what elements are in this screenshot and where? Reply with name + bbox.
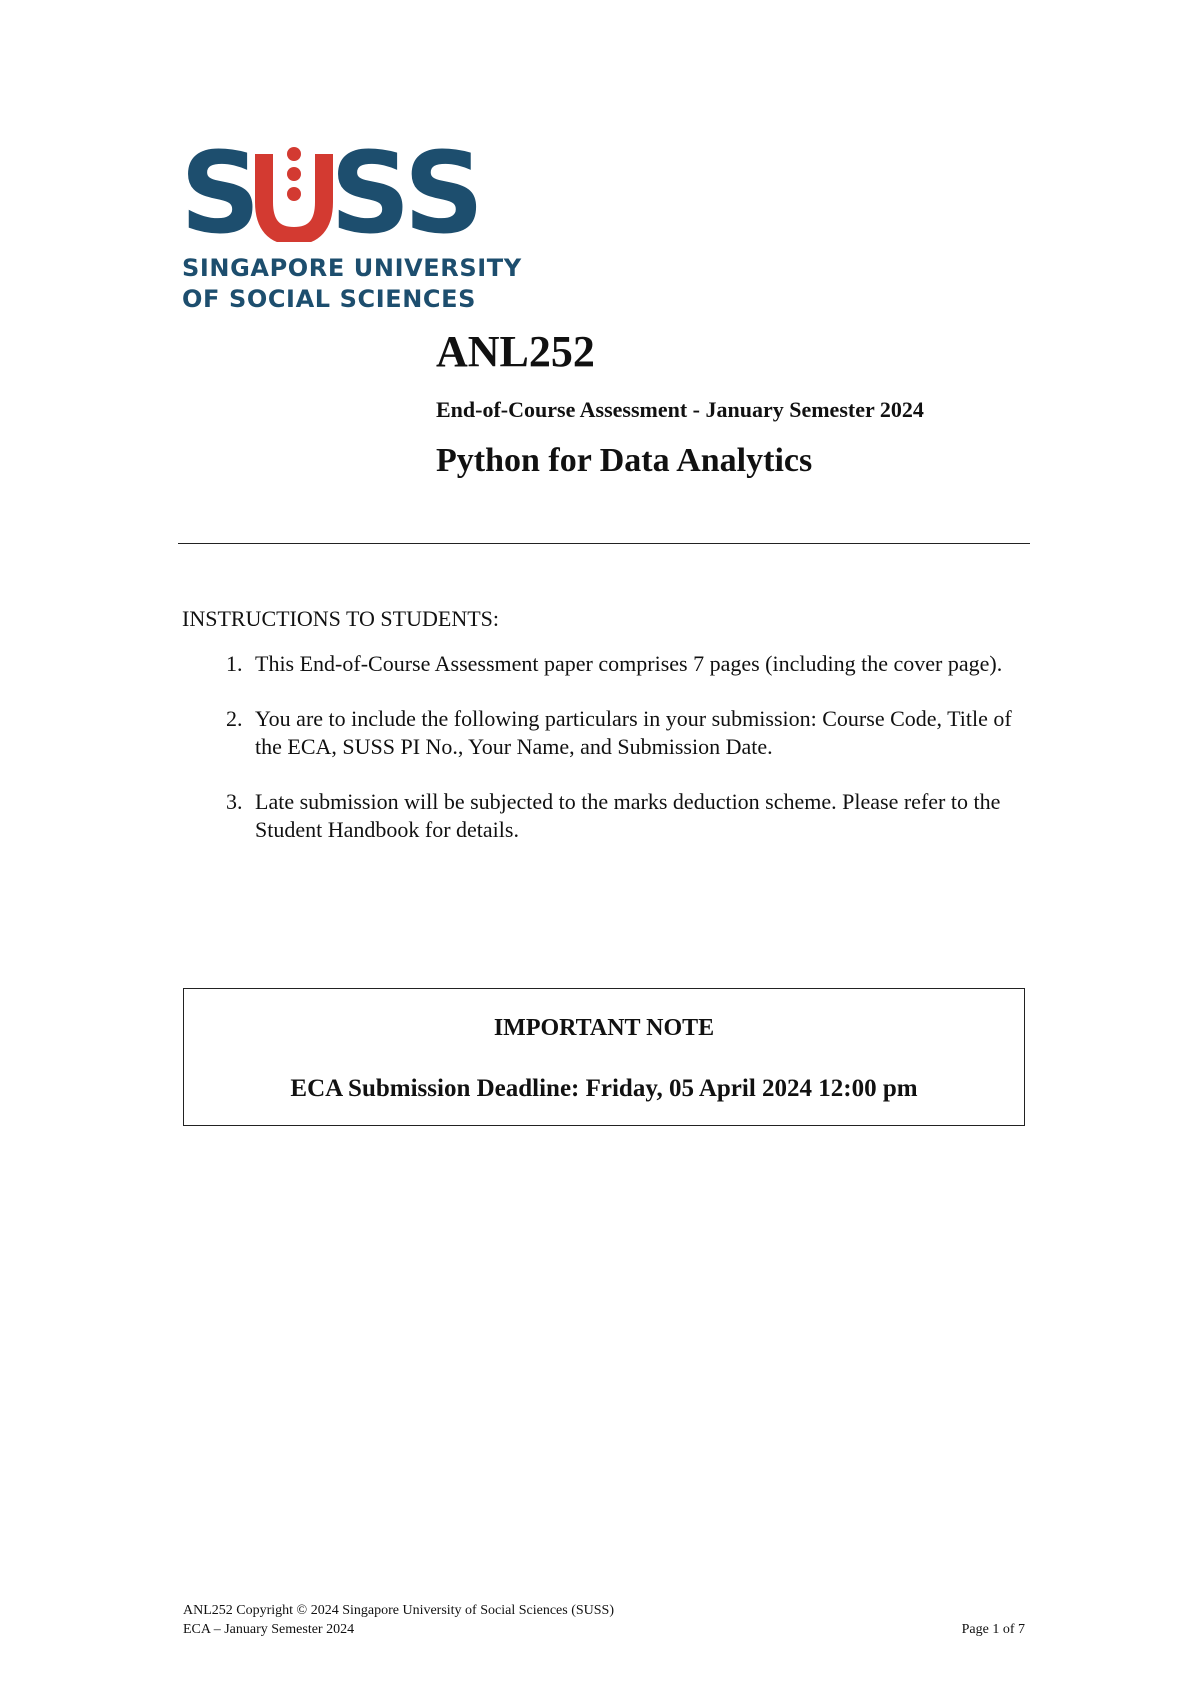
suss-wordmark xyxy=(180,140,510,242)
instruction-number: 3. xyxy=(226,789,243,814)
suss-logo xyxy=(180,140,522,320)
page-footer xyxy=(183,1601,1025,1639)
important-note-title: IMPORTANT NOTE xyxy=(493,1015,715,1041)
course-code: ANL252 xyxy=(436,327,595,376)
instruction-number: 1. xyxy=(226,651,243,676)
svg-text:S: S xyxy=(180,140,259,242)
course-title: Python for Data Analytics xyxy=(436,442,813,479)
footer-copyright: ANL252 Copyright © 2024 Singapore University of Social Sciences (SUSS) xyxy=(183,1603,614,1618)
svg-text:SS: SS xyxy=(330,140,483,242)
instruction-item xyxy=(226,788,1036,844)
footer-semester: ECA – January Semester 2024 xyxy=(183,1622,355,1637)
submission-deadline: ECA Submission Deadline: Friday, 05 April 2024 12:00 pm xyxy=(290,1075,918,1102)
instruction-item xyxy=(226,705,1036,761)
important-note-box xyxy=(183,988,1025,1126)
assessment-subtitle: End-of-Course Assessment - January Semester 2024 xyxy=(436,397,924,422)
footer-copyright-row xyxy=(183,1601,1025,1620)
logo-university-line-2: OF SOCIAL SCIENCES xyxy=(182,285,477,313)
instruction-number: 2. xyxy=(226,706,243,731)
page-number: Page 1 of 7 xyxy=(961,1622,1025,1637)
instruction-item xyxy=(226,650,1036,678)
instruction-text: Late submission will be subjected to the marks deduction scheme. Please refer to the Student Handbook for details. xyxy=(255,789,1001,842)
instruction-text: This End-of-Course Assessment paper comprises 7 pages (including the cover page). xyxy=(255,651,1003,676)
instruction-text: You are to include the following particulars in your submission: Course Code, Title of the ECA, SUSS PI No., Your Name, and Submission Date. xyxy=(255,706,1012,759)
horizontal-divider xyxy=(178,543,1030,544)
footer-semester-row xyxy=(183,1620,1025,1639)
instructions-list xyxy=(226,650,1036,871)
logo-university-line-1: SINGAPORE UNIVERSITY xyxy=(182,254,522,282)
instructions-heading: INSTRUCTIONS TO STUDENTS: xyxy=(182,606,499,631)
